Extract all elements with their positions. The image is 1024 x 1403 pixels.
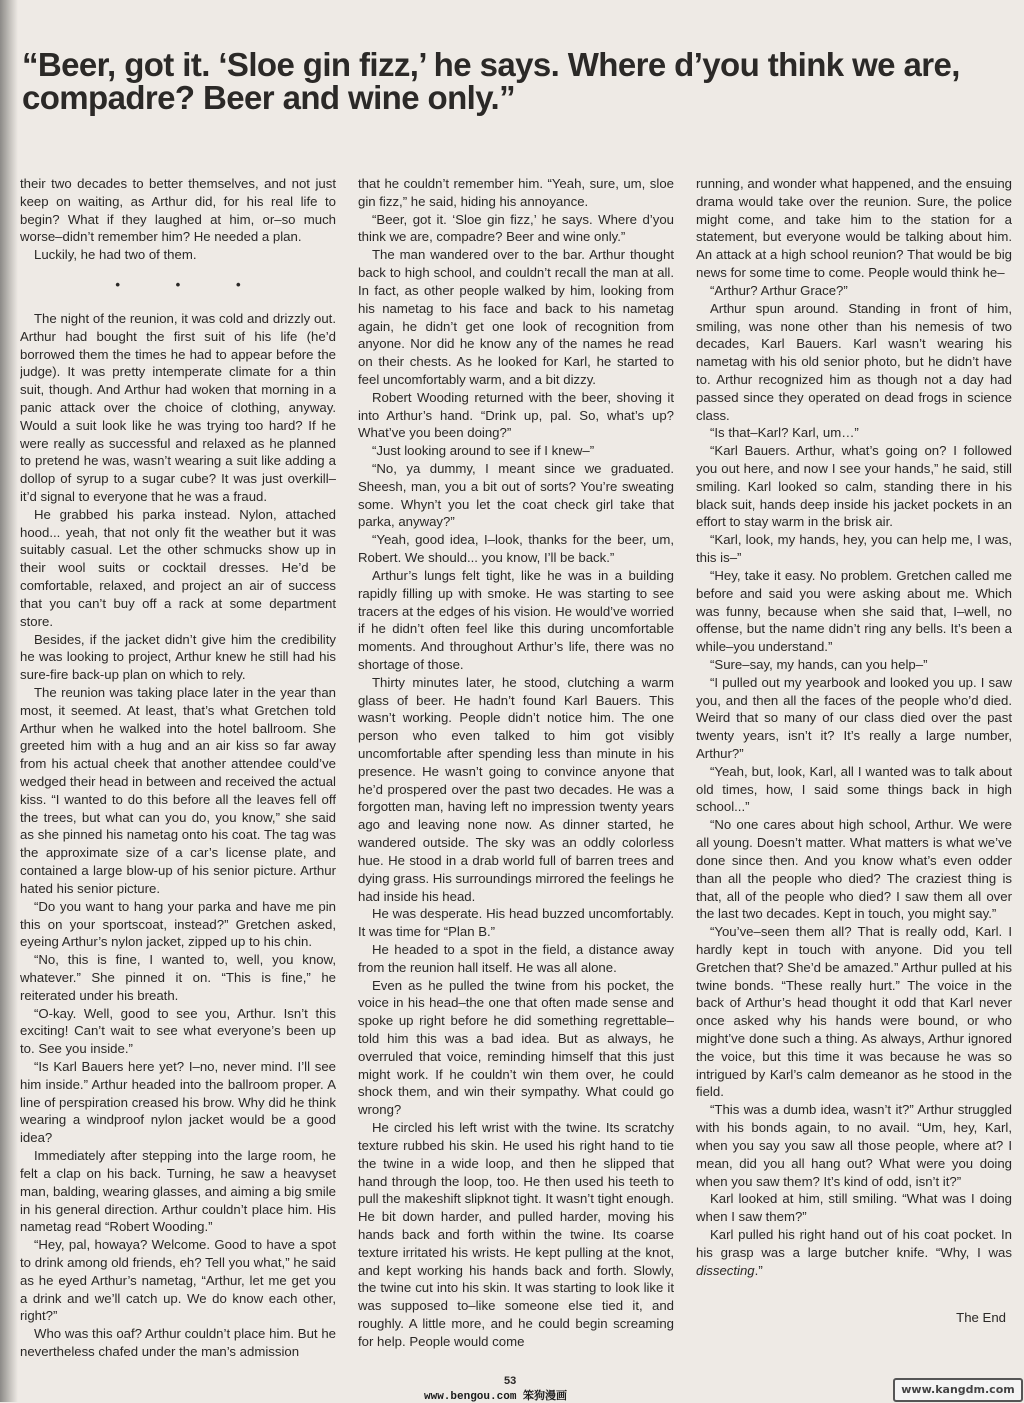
paragraph: “Beer, got it. ‘Sloe gin fizz,’ he says. Where d’you think we are, compadre? Beer and wine only.” — [358, 211, 674, 245]
paragraph: “Hey, take it easy. No problem. Gretchen called me before and said you were asking about me. Which was funny, because when she said that, I–well, no offense, but the name didn’t ring any bells. It’s been a while–you understand.” — [696, 567, 1012, 655]
paragraph: “Is that–Karl? Karl, um…” — [710, 425, 859, 441]
paragraph: “Yeah, but, look, Karl, all I wanted was to talk about old times, how, I said some things back in high school...” — [696, 763, 1012, 815]
paragraph: Luckily, he had two of them. — [34, 247, 197, 263]
site-credit: www.bengou.com 笨狗漫画 — [424, 1391, 568, 1403]
paragraph: “Karl, look, my hands, hey, you can help me, I was, this is–” — [696, 532, 1012, 566]
paragraph: “Sure–say, my hands, can you help–” — [710, 656, 928, 672]
column-3 — [696, 175, 1012, 1367]
article-columns — [20, 175, 1012, 1367]
paragraph: “This was a dumb idea, wasn’t it?” Arthur struggled with his bonds again, to no avail. “Um, hey, Karl, when you say you saw all those people, where at? I mean, did you all hang out? What were you doing when you saw them? It’s kind of odd, isn’t it?” — [696, 1102, 1012, 1189]
paragraph: Even as he pulled the twine from his pocket, the voice in his head–the one that often made sense and spoke up right before he did something regrettable–told him this was a bad idea. But as always, he overruled that voice, reminding himself that this just might work. If he couldn’t win them over, he could shock them, and win their sympathy. What could go wrong? — [358, 977, 674, 1118]
column-2 — [358, 175, 674, 1367]
paragraph: “Just looking around to see if I knew–” — [372, 443, 595, 459]
the-end-label: The End — [956, 1310, 1006, 1326]
paragraph: Who was this oaf? Arthur couldn’t place him. But he nevertheless chafed under the man’s admission — [20, 1326, 336, 1359]
paragraph: “Do you want to hang your parka and have me pin this on your sportscoat, instead?” Gretchen asked, eyeing Arthur’s nylon jacket, zipped up to his chin. — [20, 898, 336, 950]
page-spine-shadow — [0, 0, 18, 1402]
paragraph: “No, this is fine, I wanted to, well, you know, whatever.” She pinned it on. “This is fine,” he reiterated under his breath. — [20, 952, 336, 1003]
paragraph: He grabbed his parka instead. Nylon, attached hood... yeah, that not only fit the weather but it was suitably casual. Let the other schmucks show up in their wool suits or cocktail dresses. He’d be comfortable, relaxed, and project an air of success that you can’t buy off a rack at some department store. — [20, 506, 336, 629]
paragraph: He was desperate. His head buzzed uncomfortably. It was time for “Plan B.” — [358, 906, 674, 940]
paragraph: Immediately after stepping into the large room, he felt a clap on his back. Turning, he saw a heavyset man, balding, wearing glasses, and aiming a big smile in his general direction. Arthur couldn’t place him. His nametag read “Robert Wooding.” — [20, 1148, 336, 1235]
paragraph: Arthur’s lungs felt tight, like he was in a building rapidly filling up with smoke. He was starting to see tracers at the edges of his vision. He would’ve worried if he didn’t often feel like this during uncomfortable moments. And throughout Arthur’s life, there was no shortage of those. — [358, 567, 674, 672]
paragraph: “You’ve–seen them all? That is really odd, Karl. I hardly kept in touch with anyone. Did you tell Gretchen that? She’d be amazed.” Arthur pulled at his twine bonds. “These really hurt.” The voice in the back of Arthur’s head thought it odd that Karl never once asked why his hands were bound, or who might’ve done such a thing. As always, Arthur ignored the voice, but this time it was because he was so intrigued by Karl’s calm demeanor as he stood in the field. — [696, 924, 1012, 1100]
paragraph: “Yeah, good idea, I–look, thanks for the beer, um, Robert. We should... you know, I’ll be back.” — [358, 532, 674, 566]
paragraph: “Arthur? Arthur Grace?” — [710, 282, 848, 298]
section-divider: • • • — [115, 277, 267, 293]
paragraph: He circled his left wrist with the twine. Its scratchy texture rubbed his skin. He used his right hand to tie the twine in a wide loop, and then he slipped that hand through the loop, too. He then used his teeth to pull the makeshift slipknot tight. It wasn’t tight enough. He bit down harder, and pulled harder, moving his hands back and forth within the twine. Its coarse texture irritated his wrists. He kept pulling at the knot, and kept working his hands back and forth. Slowly, the twine cut into his skin. It was starting to look like it was supposed to–like someone else tied it, and roughly. A little more, and he could begin screaming for help. People would come — [358, 1120, 674, 1349]
paragraph: “I pulled out my yearbook and looked you up. I saw you, and then all the faces of the people who’d died. Weird that so many of our class died over the past twenty years, isn’t it? It’s really a large number, Arthur?” — [696, 674, 1012, 761]
paragraph: He headed to a spot in the field, a distance away from the reunion hall itself. He was all alone. — [358, 941, 674, 975]
paragraph: Arthur spun around. Standing in front of him, smiling, was none other than his nemesis of two decades, Karl Bauers. Karl wasn’t wearing his nametag with his old senior photo, but he didn’t have to. Arthur recognized him as though not a day had passed since they operated on dead frogs in science class. — [696, 300, 1012, 423]
page-number: 53 — [504, 1375, 517, 1387]
paragraph: their two decades to better themselves, and not just keep on waiting, as Arthur did, for his real life to begin? What if they laughed at him, or–so much worse–didn’t remember him? He needed a plan. — [20, 176, 336, 245]
paragraph: The night of the reunion, it was cold and drizzly out. Arthur had bought the first suit of his life (he’d borrowed them the times he had to appear before the judge). It was pretty intemperate climate for a thin suit, though. And Arthur had woken that morning in a panic attack over the choice of clothing, anyway. Would a suit look like he was trying too hard? If he were really as successful and relaxed as he planned to pretend he was, wasn’t wearing a suit like adding a dollop of syrup to a sugar cube? It was just overkill–it’d signal to everyone that he was a fraud. — [20, 310, 336, 504]
paragraph: The man wandered over to the bar. Arthur thought back to high school, and couldn’t recall the man at all. In fact, as other people walked by him, looking from his nametag to his face and back to his nametag again, he didn’t get one look of recognition from anyone. Nor did he know any of the names he read on their chests. As he looked for Karl, he started to feel uncomfortably warm, and a bit dizzy. — [358, 247, 674, 387]
paragraph: Karl looked at him, still smiling. “What was I doing when I saw them?” — [696, 1191, 1012, 1225]
closing-text-emphasis: dissecting — [696, 1262, 755, 1278]
paragraph: “O-kay. Well, good to see you, Arthur. Isn’t this exciting! Can’t wait to see what everyone’s been up to. See you inside.” — [20, 1005, 336, 1057]
paragraph: Thirty minutes later, he stood, clutching a warm glass of beer. He hadn’t found Karl Bauers. This wasn’t working. People didn’t notice him. The one person who even talked to him got visibly uncomfortable after spending less than minute in his presence. He wasn’t going to convince anyone that he’d prospered over the past two decades. He was a forgotten man, having left no impression twenty years ago and leaving none now. As dinner started, he wandered outside. The sky was an oddly colorless hue. He stood in a drab world full of barren trees and dying grass. His surroundings mirrored the feelings he had inside his head. — [358, 674, 674, 904]
paragraph: “No one cares about high school, Arthur. We were all young. Doesn’t matter. What matters is what we’ve done since then. And you know what’s even odder than all the people who died? The craziest thing is that, all of the people who died? I saw them all over the last two decades. Kept in touch, you might say.” — [696, 817, 1012, 922]
closing-text-start: Karl pulled his right hand out of his coat pocket. In his grasp was a large butcher knife. “Why, I was — [696, 1226, 1012, 1260]
closing-text-end: .” — [754, 1262, 763, 1278]
paragraph: The reunion was taking place later in the year than most, it seemed. At least, that’s what Gretchen told Arthur when he walked into the hotel ballroom. She greeted him with a hug and an air kiss so far away from his actual cheek that another attendee could’ve wedged their head in between and received the actual kiss. “I wanted to do this before all the leaves fell off the trees, but what can you do, you know,” she said as she pinned his nametag onto his coat. The tag was the approximate size of a car’s license plate, and contained a large blow-up of his senior picture. Arthur hated his senior picture. — [20, 684, 336, 896]
paragraph: that he couldn’t remember him. “Yeah, sure, um, sloe gin fizz,” he said, hiding his annoyance. — [358, 176, 674, 209]
column-1 — [20, 175, 336, 1367]
paragraph: Besides, if the jacket didn’t give him the credibility he was looking to project, Arthur knew he still had his sure-fire back-up plan on which to rely. — [20, 631, 336, 683]
closing-paragraph — [696, 1226, 1012, 1279]
paragraph: Robert Wooding returned with the beer, shoving it into Arthur’s hand. “Drink up, pal. So, what’s up? What’ve you been doing?” — [358, 389, 674, 441]
paragraph: “No, ya dummy, I meant since we graduated. Sheesh, man, you a bit out of sorts? You’re sweating some. Whyn’t you let the coat check girl take that parka, anyway?” — [358, 461, 674, 530]
pull-quote: “Beer, got it. ‘Sloe gin fizz,’ he says. Where d’you think we are, compadre? Beer and wine only.” — [22, 46, 960, 116]
paragraph: “Is Karl Bauers here yet? I–no, never mind. I’ll see him inside.” Arthur headed into the ballroom proper. A line of perspiration creased his brow. Why did he think wearing a windproof nylon jacket would be a good idea? — [20, 1059, 336, 1146]
paragraph: “Karl Bauers. Arthur, what’s going on? I followed you out here, and now I see your hands,” he said, still smiling. Karl looked so calm, standing there in his black suit, hands deep inside his jacket pockets in an effort to stay warm in the brisk air. — [696, 443, 1012, 530]
site-watermark: www.kangdm.com — [893, 1378, 1023, 1402]
paragraph: “Hey, pal, howaya? Welcome. Good to have a spot to drink among old friends, eh? Tell you what,” he said as he eyed Arthur’s nametag, “Arthur, let me get you a drink and we’ll catch up. We do know each other, right?” — [20, 1237, 336, 1324]
paragraph: running, and wonder what happened, and the ensuing drama would take over the reunion. Sure, the police might come, and take him to the station for a statement, but everyone would be talking about him. An attack at a high school reunion? That would be big news for some time to come. People would think he– — [696, 176, 1012, 281]
